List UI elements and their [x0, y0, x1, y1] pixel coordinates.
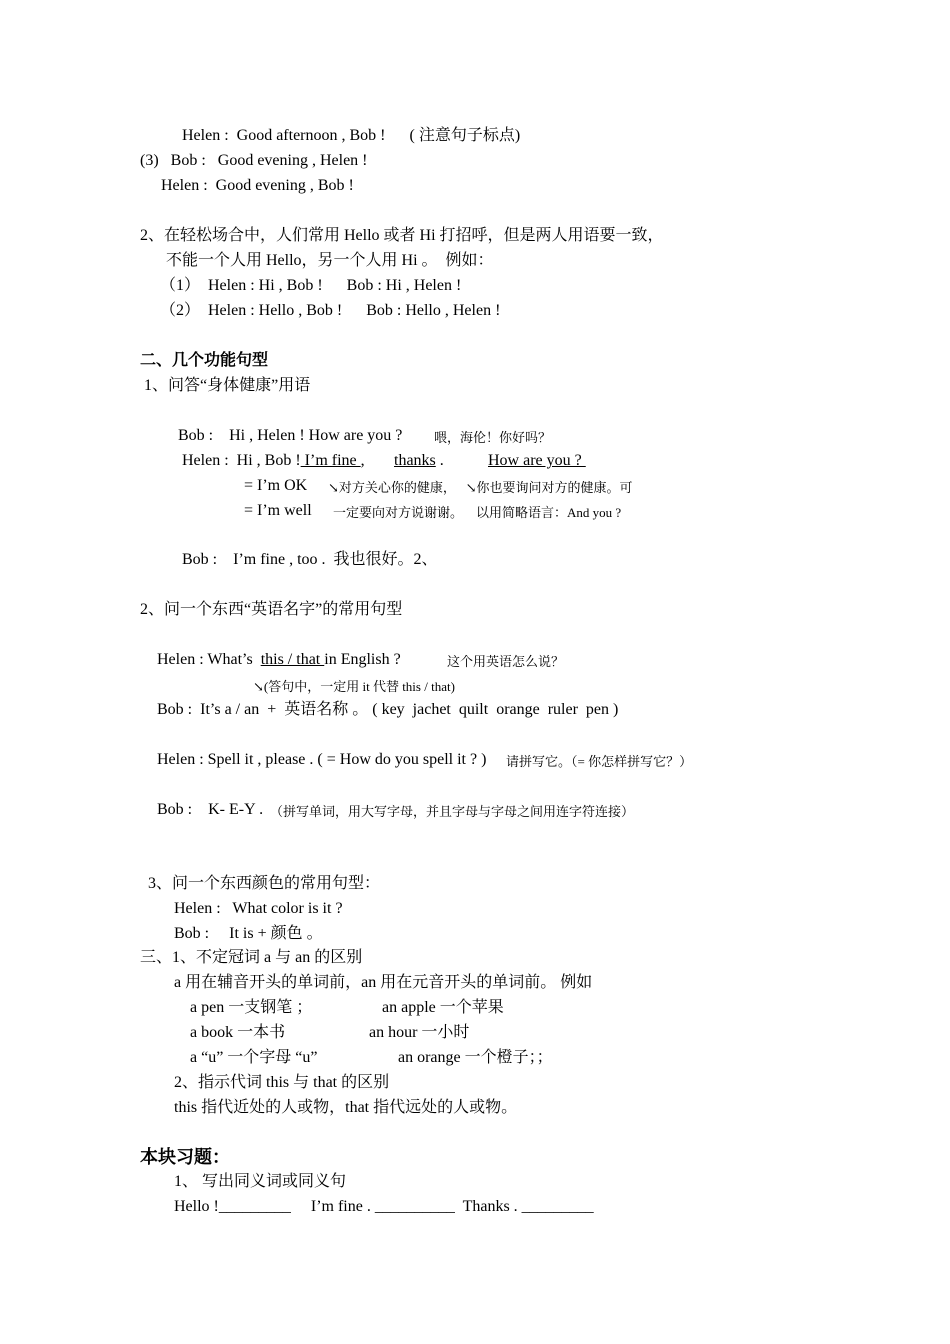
- dialogue-line: Bob : It is + 颜色 。: [174, 925, 323, 942]
- example-item: an orange 一个橙子；；: [398, 1049, 553, 1066]
- section-heading: 二、几个功能句型: [140, 352, 269, 369]
- dialogue-line: Bob : K- E-Y .: [157, 801, 264, 818]
- translation-note: 请拼写它。（= 你怎样拼写它？）: [506, 754, 693, 769]
- dialogue-text: Helen : What’s: [157, 651, 253, 668]
- paragraph-line: 不能一个人用 Hello，另一个人用 Hi 。 例如：: [166, 252, 494, 269]
- subsection-title: 2、指示代词 this 与 that 的区别: [174, 1074, 390, 1091]
- dialogue-line: Helen : Good afternoon , Bob ! ( 注意句子标点): [182, 127, 521, 144]
- exercise-heading: 本块习题：: [140, 1147, 230, 1167]
- rule-text: this 指代近处的人或物，that 指代远处的人或物。: [174, 1099, 518, 1116]
- example-line: （1） Helen : Hi , Bob ! Bob : Hi , Helen !: [160, 277, 462, 294]
- example-item: an hour 一小时: [369, 1024, 470, 1041]
- fill-in-blanks: Hello !_________ I’m fine . __________ Thanks . _________: [174, 1198, 594, 1215]
- dialogue-line: Bob : I’m fine , too . 我也很好。2、: [182, 551, 438, 568]
- annotation-note: ↘(答句中，一定用 it 代替 this / that): [253, 679, 455, 694]
- example-item: a “u” 一个字母 “u”: [190, 1049, 318, 1066]
- dialogue-line: [157, 650, 401, 670]
- annotation-note: ↘对方关心你的健康， ↘你也要询问对方的健康。可: [328, 480, 633, 495]
- example-item: a book 一本书: [190, 1024, 286, 1041]
- dialogue-line: Bob : It’s a / an + 英语名称 。 ( key jachet quilt orange ruler pen ): [157, 701, 619, 718]
- example-item: a pen 一支钢笔 ；: [190, 999, 313, 1016]
- example-item: an apple 一个苹果: [382, 999, 504, 1016]
- translation-note: 喂，海伦！你好吗？: [434, 430, 552, 445]
- underlined-phrase: this / that: [260, 651, 325, 668]
- dialogue-line: Helen : Good evening , Bob !: [161, 177, 354, 194]
- dialogue-line: Helen : What color is it ?: [174, 900, 343, 917]
- example-line: （2） Helen : Hello , Bob ! Bob : Hello , Helen !: [160, 302, 501, 319]
- dialogue-line: [182, 451, 365, 471]
- alternative-answer: = I’m OK: [244, 477, 308, 494]
- subsection-title: 1、问答“身体健康”用语: [144, 377, 311, 394]
- dialogue-text: in English ?: [324, 651, 401, 668]
- rule-text: a 用在辅音开头的单词前，an 用在元音开头的单词前。 例如: [174, 974, 593, 991]
- subsection-title: 3、问一个东西颜色的常用句型：: [148, 875, 381, 892]
- dialogue-line: [394, 451, 444, 471]
- section-heading: 三、1、不定冠词 a 与 an 的区别: [140, 949, 363, 966]
- dialogue-line: Helen : Spell it , please . ( = How do you spell it ? ): [157, 751, 487, 768]
- exercise-item: 1、 写出同义词或同义句: [174, 1173, 347, 1190]
- translation-note: 这个用英语怎么说？: [447, 654, 565, 669]
- annotation-note: 一定要向对方说谢谢。 以用简略语言：And you ?: [333, 505, 622, 520]
- underlined-phrase: I’m fine: [300, 452, 361, 469]
- dialogue-line: Bob : Hi , Helen ! How are you ?: [178, 427, 403, 444]
- subsection-title: 2、问一个东西“英语名字”的常用句型: [140, 601, 403, 618]
- dialogue-text: ,: [360, 452, 365, 469]
- dialogue-line: (3) Bob : Good evening , Helen !: [140, 152, 368, 169]
- paragraph-line: 2、在轻松场合中，人们常用 Hello 或者 Hi 打招呼，但是两人用语要一致，: [140, 227, 664, 244]
- dialogue-text: Helen : Hi , Bob !: [182, 452, 301, 469]
- annotation-note: （拼写单词，用大写字母，并且字母与字母之间用连字符连接）: [270, 804, 635, 819]
- alternative-answer: = I’m well: [244, 502, 312, 519]
- underlined-phrase: How are you ?: [488, 452, 586, 469]
- dialogue-text: .: [435, 452, 444, 469]
- underlined-phrase: thanks: [394, 452, 436, 469]
